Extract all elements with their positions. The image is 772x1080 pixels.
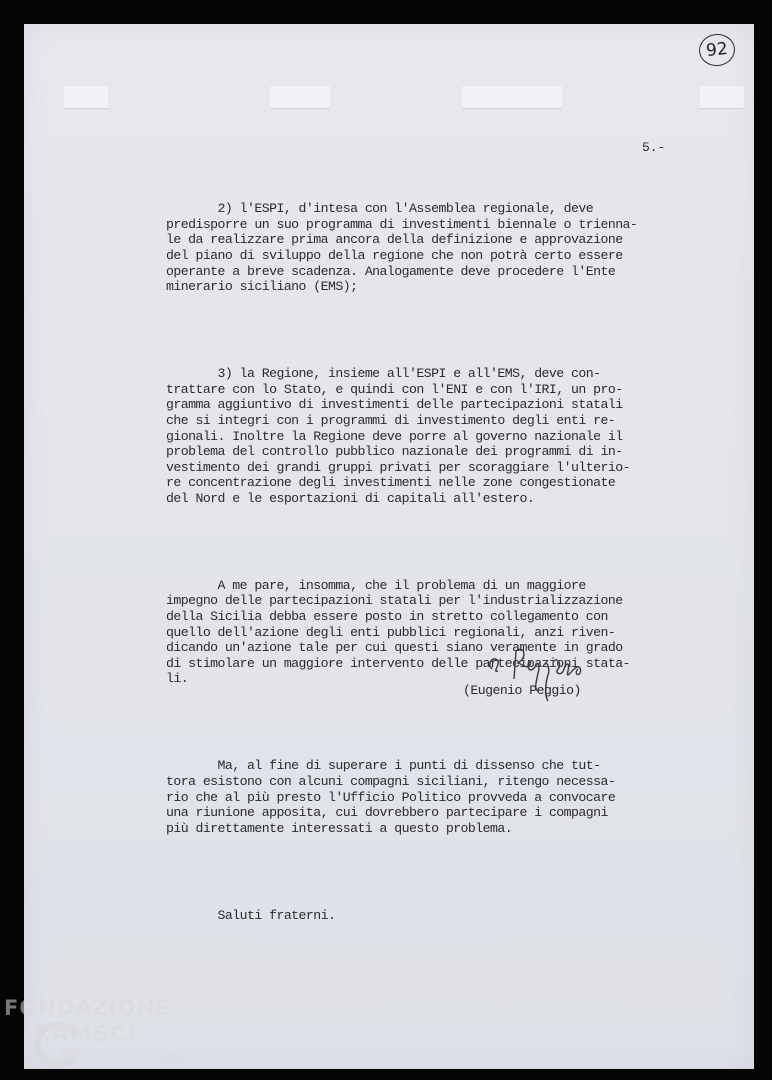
signatory-name: (Eugenio Peggio) (463, 683, 581, 698)
closing-greeting: Saluti fraterni. (166, 907, 336, 923)
paragraph-opinion: A me pare, insomma, che il problema di un maggiore impegno delle partecipazioni statali per l'industrializzazione della Sicilia debba essere posto in stretto collegamento con quello dell'azione degli enti pubblici regionali, anzi riven- dicando un'azione tale per cui questi siano veramente in grado di stimolare un maggiore intervento delle partecipazioni stata- li. (166, 577, 630, 687)
binder-tab (462, 86, 562, 109)
paragraph-proposal: Ma, al fine di superare i punti di dissenso che tut- tora esistono con alcuni compagni siciliani, ritengo necessa- rio che al più presto l'Ufficio Politico provveda a convocare una riunione apposita, cui dovrebbero partecipare i compagni più direttamente interessati a questo problema. (166, 758, 616, 836)
paragraph-point-3: 3) la Regione, insieme all'ESPI e all'EMS, deve con- trattare con lo Stato, e quindi con l'ENI e con l'IRI, un pro- gramma aggiuntivo di investimenti delle partecipazioni statali che si integri con i programmi di investimento degli enti re- gionali. Inoltre la Regione deve porre al governo nazionale il problema del controllo pubblico nazionale dei programmi di in- vestimento dei grandi gruppi privati per scoraggiare l'ulterio- re concentrazione degli investimenti nelle zone congestionate del Nord e le esportazioni di capitali all'estero. (166, 366, 630, 506)
watermark-line-1: FONDAZIONE (4, 996, 171, 1020)
gramsci-logo-icon (30, 1018, 86, 1074)
binder-tab (700, 86, 744, 109)
archive-page-stamp: 92 (697, 32, 736, 68)
watermark-line-2: RAMSCI (34, 1022, 138, 1046)
paragraph-point-2: 2) l'ESPI, d'intesa con l'Assemblea regionale, deve predisporre un suo programma di investimenti biennale o trienna- le da realizzare prima ancora della definizione e approvazione del piano di sviluppo della regione che non potrà certo essere operante a breve scadenza. Analogamente deve procedere l'Ente minerario siciliano (EMS); (166, 201, 638, 295)
binder-tab (270, 86, 330, 109)
watermark-suffix: onlus (162, 1052, 187, 1062)
page-number: 5.- (642, 140, 666, 155)
archive-watermark (4, 996, 170, 1046)
letter-body (166, 170, 686, 939)
binder-tab (64, 86, 108, 109)
